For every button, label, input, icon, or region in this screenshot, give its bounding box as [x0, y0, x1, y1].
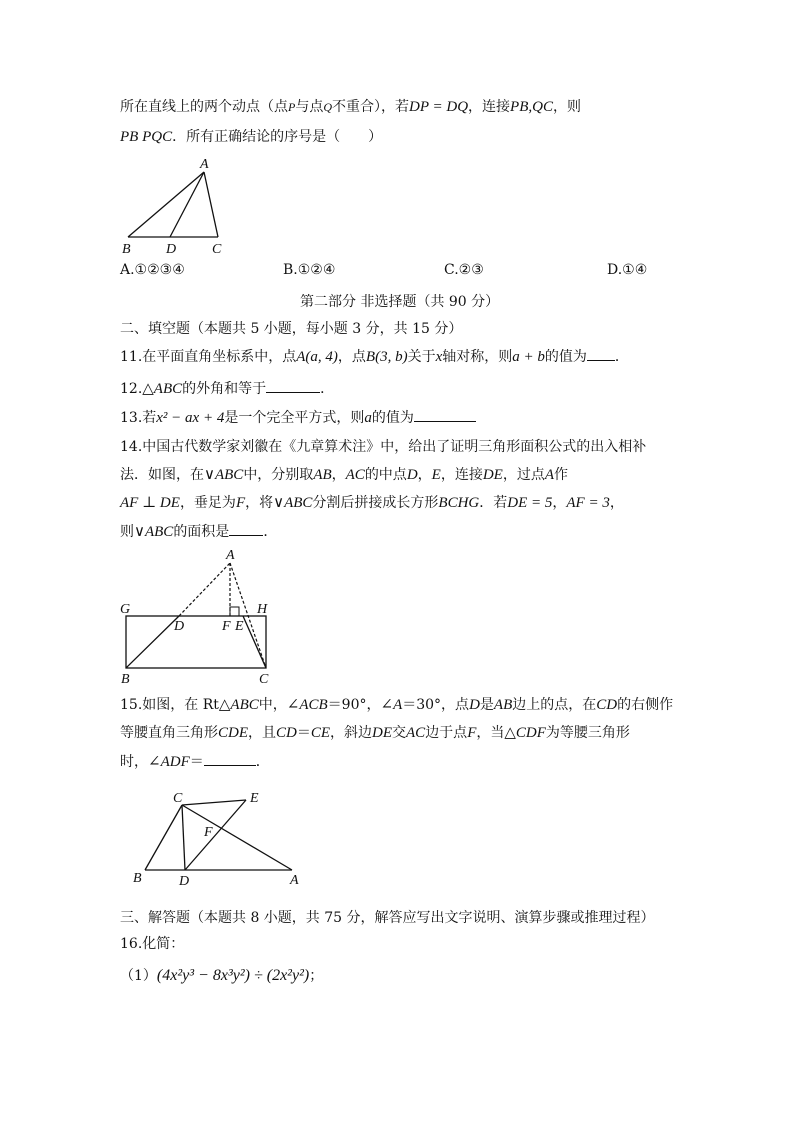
q15-triangle-figure [125, 785, 310, 890]
text: 的中点 [364, 467, 407, 483]
math: ∨ABC [273, 495, 313, 511]
answer-blank [587, 346, 615, 361]
math: AF = 3 [566, 495, 610, 511]
math: ∨ABC [204, 467, 244, 483]
q10-triangle-figure [110, 152, 240, 257]
text: 是一个完全平方式，则 [224, 410, 365, 426]
label-F: F [222, 619, 231, 634]
text: ＝30°，点 [402, 697, 470, 713]
text: ＝90°， [327, 697, 381, 713]
segment-BC [145, 805, 182, 870]
q16-part1 [120, 966, 323, 986]
math: B(3, b) [365, 349, 408, 365]
text: ，则 [552, 99, 581, 115]
q16-title: 16.化简： [120, 936, 185, 952]
text: 作 [554, 467, 568, 483]
math: a [364, 410, 372, 426]
label-H: H [257, 602, 268, 617]
math: Q [323, 100, 333, 114]
label-D: D [174, 619, 185, 634]
text: 则 [120, 524, 134, 540]
label-B: B [133, 871, 142, 886]
segment-DE [185, 800, 246, 870]
q14-line2 [120, 465, 568, 485]
label-D: D [166, 242, 177, 257]
q14-line3 [120, 493, 624, 513]
text: 与点 [295, 99, 324, 115]
text: ＝ [296, 725, 311, 741]
q12 [120, 378, 334, 399]
math: AB [493, 697, 513, 713]
math: AF ⊥ DE [120, 495, 180, 511]
math: D [469, 697, 480, 713]
math: CD [596, 697, 618, 713]
text: 的外角和等于 [182, 381, 267, 397]
label-A: A [290, 873, 299, 888]
text: 中，分别取 [243, 467, 314, 483]
text: ，连接 [440, 467, 483, 483]
text: ，垂足为 [179, 495, 236, 511]
q15-line2 [120, 723, 630, 743]
segment-DA [170, 172, 204, 237]
label-G: G [120, 602, 131, 617]
q14-rectangle-figure [112, 545, 287, 685]
text: 法．如图，在 [120, 467, 204, 483]
q15-line3 [120, 751, 270, 772]
math: △ABC [142, 381, 183, 397]
q10-line2 [120, 127, 382, 147]
answer-blank [229, 521, 263, 536]
math: ∠ADF [148, 754, 190, 770]
label-C: C [259, 672, 269, 685]
math: E [431, 467, 441, 483]
label-C: C [173, 791, 183, 806]
math: ∨ABC [134, 524, 174, 540]
option-a: A.①②③④ [120, 262, 185, 278]
label-B: B [121, 672, 130, 685]
text: 15.如图，在 Rt [120, 697, 219, 713]
math: x [435, 349, 443, 365]
math: AB [313, 467, 332, 483]
part2-title: 第二部分 非选择题（共 90 分） [300, 294, 500, 310]
text: 为等腰三角形 [545, 725, 630, 741]
text: 12. [120, 381, 143, 397]
math: ∠A [380, 697, 403, 713]
text: 交 [392, 725, 407, 741]
text: 不重合），若 [332, 99, 410, 115]
text: ．所有正确结论的序号是（ ） [172, 129, 383, 145]
math: D [406, 467, 418, 483]
label-E: E [250, 791, 259, 806]
answer-blank [204, 751, 256, 766]
text: ，过点 [502, 467, 545, 483]
text: 时， [120, 754, 148, 770]
text: 中， [258, 697, 287, 713]
math: CDE [218, 725, 248, 741]
text: 的右侧作 [617, 697, 674, 713]
text: 11.在平面直角坐标系中，点 [120, 349, 297, 365]
option-c: C.②③ [444, 262, 484, 278]
text: ，将 [245, 495, 274, 511]
math: A(a, 4) [296, 349, 338, 365]
math: DE [372, 725, 393, 741]
segment-CA [182, 805, 292, 870]
text: ， [609, 495, 624, 511]
answer-blank [414, 407, 476, 422]
text: 等腰直角三角形 [120, 725, 218, 741]
text: 边上的点，在 [512, 697, 597, 713]
q15-line1 [120, 695, 673, 715]
text: ．若 [479, 495, 508, 511]
math: (4x²y³ − 8x³y²) ÷ (2x²y²) [156, 967, 310, 984]
segment-DA-dashed [179, 563, 230, 616]
q14-line4 [120, 521, 277, 542]
text: ，点 [337, 349, 366, 365]
option-d: D.①④ [607, 262, 648, 278]
label-A: A [200, 157, 209, 172]
math: CD [276, 725, 297, 741]
text: （1） [120, 968, 157, 984]
segment-CD [182, 805, 185, 870]
math: F [467, 725, 477, 741]
text: ，连接 [468, 99, 511, 115]
label-B: B [122, 242, 131, 257]
math: AC [345, 467, 365, 483]
label-C: C [212, 242, 222, 257]
segment-CA [204, 172, 218, 237]
text: ， [552, 495, 567, 511]
math: DE = 5 [507, 495, 553, 511]
text: 所在直线上的两个动点（点 [120, 99, 288, 115]
text: 的面积是 [173, 524, 230, 540]
text: 关于 [407, 349, 436, 365]
label-F: F [204, 825, 213, 840]
text: ， [331, 467, 346, 483]
option-b: B.①②④ [283, 262, 336, 278]
math: PB PQC [120, 129, 173, 145]
math: ∠ACB [286, 697, 328, 713]
math: △ABC [218, 697, 259, 713]
answer-blank [266, 378, 320, 393]
text: ，且 [248, 725, 276, 741]
text: ； [309, 968, 324, 984]
label-E: E [235, 619, 244, 634]
q13 [120, 407, 476, 428]
text: ， [417, 467, 432, 483]
math: P [288, 100, 296, 114]
q14-line1: 14.中国古代数学家刘徽在《九章算术注》中，给出了证明三角形面积公式的出入相补 [120, 439, 647, 455]
text: 13.若 [120, 410, 157, 426]
math: F [235, 495, 246, 511]
math: △CDF [504, 725, 546, 741]
section3-title: 三、解答题（本题共 8 小题，共 75 分，解答应写出文字说明、演算步骤或推理过程） [120, 910, 655, 926]
q11 [120, 346, 629, 367]
math: BCHG [438, 495, 480, 511]
label-D: D [179, 874, 190, 889]
rectangle-BCHG [126, 616, 266, 668]
segment-CE [182, 800, 246, 805]
text: 的值为 [371, 410, 414, 426]
math: AC [406, 725, 426, 741]
math: PB,QC [510, 99, 553, 115]
math: DP = DQ [409, 99, 469, 115]
text: ，当 [476, 725, 505, 741]
text: 轴对称，则 [442, 349, 513, 365]
text: ． [614, 349, 629, 365]
text: 分割后拼接成长方形 [312, 495, 439, 511]
text: 的值为 [544, 349, 587, 365]
segment-EC [243, 616, 266, 668]
segment-BA [128, 172, 204, 237]
text: ＝ [189, 754, 204, 770]
text: ． [320, 381, 335, 397]
math: a + b [512, 349, 545, 365]
text: ，斜边 [330, 725, 373, 741]
text: ． [263, 524, 278, 540]
math: CE [310, 725, 331, 741]
label-A: A [226, 548, 235, 563]
math: DE [482, 467, 503, 483]
section2-title: 二、填空题（本题共 5 小题，每小题 3 分，共 15 分） [120, 321, 463, 337]
segment-BD [126, 616, 179, 668]
q10-line1 [120, 97, 581, 117]
text: 边于点 [425, 725, 468, 741]
math: A [544, 467, 554, 483]
text: 是 [479, 697, 494, 713]
math: x² − ax + 4 [156, 410, 225, 426]
right-angle-mark [230, 607, 239, 616]
text: ． [255, 754, 270, 770]
